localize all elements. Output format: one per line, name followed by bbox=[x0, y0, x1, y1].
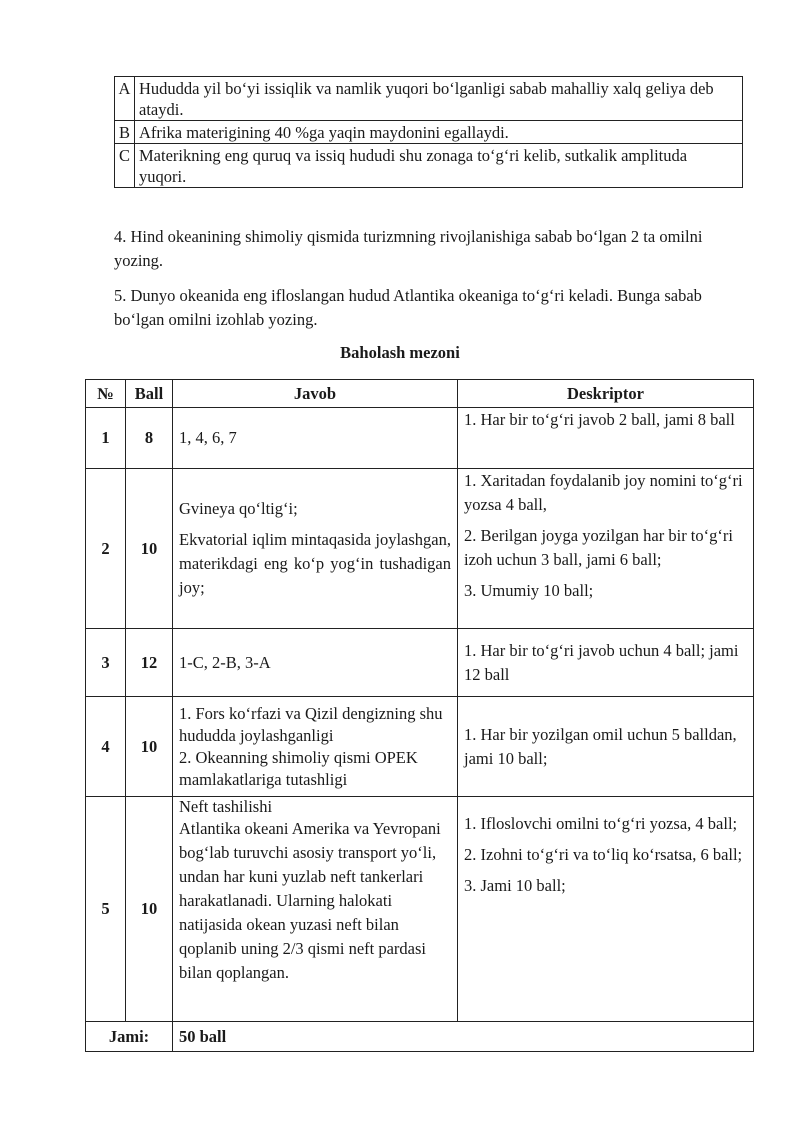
header-num: № bbox=[86, 380, 126, 408]
row-num: 5 bbox=[86, 797, 126, 1022]
row-deskriptor bbox=[458, 469, 754, 629]
total-row bbox=[86, 1022, 754, 1052]
total-value: 50 ball bbox=[173, 1022, 754, 1052]
table-row bbox=[86, 408, 754, 469]
javob-line: 1-C, 2-B, 3-A bbox=[179, 652, 271, 672]
row-javob bbox=[173, 629, 458, 697]
option-row-a bbox=[115, 77, 743, 121]
row-ball: 10 bbox=[126, 797, 173, 1022]
deskriptor-line: 3. Jami 10 ball; bbox=[464, 876, 566, 895]
grading-header-row bbox=[86, 380, 754, 408]
header-javob: Javob bbox=[173, 380, 458, 408]
option-text: Hududda yil bo‘yi issiqlik va namlik yuqori bo‘lganligi sabab mahalliy xalq geliya deb ataydi. bbox=[135, 77, 743, 121]
row-deskriptor bbox=[458, 697, 754, 797]
question-4: 4. Hind okeanining shimoliy qismida turizmning rivojlanishiga sabab bo‘lgan 2 ta omilni yozing. bbox=[114, 227, 703, 270]
javob-line: Ekvatorial iqlim mintaqasida joylashgan, materikdagi eng ko‘p yog‘in tushadigan joy; bbox=[179, 530, 451, 597]
deskriptor-line: 1. Har bir to‘g‘ri javob 2 ball, jami 8 ball bbox=[464, 410, 735, 429]
deskriptor-line: 1. Har bir to‘g‘ri javob uchun 4 ball; jami 12 ball bbox=[464, 640, 739, 684]
option-row-b bbox=[115, 121, 743, 144]
option-row-c bbox=[115, 144, 743, 188]
row-javob bbox=[173, 469, 458, 629]
table-row bbox=[86, 797, 754, 1022]
row-deskriptor bbox=[458, 797, 754, 1022]
javob-line: 1, 4, 6, 7 bbox=[179, 428, 237, 447]
row-javob bbox=[173, 797, 458, 1022]
table-row bbox=[86, 629, 754, 697]
row-javob bbox=[173, 408, 458, 469]
total-label: Jami: bbox=[86, 1022, 173, 1052]
table-row bbox=[86, 697, 754, 797]
option-letter: B bbox=[115, 121, 135, 144]
deskriptor-line: 1. Xaritadan foydalanib joy nomini to‘g‘ri yozsa 4 ball, bbox=[464, 471, 743, 514]
question-5: 5. Dunyo okeanida eng ifloslangan hudud Atlantika okeaniga to‘g‘ri keladi. Bunga sabab bo‘lgan omilni izohlab yozing. bbox=[114, 286, 702, 329]
row-num: 4 bbox=[86, 697, 126, 797]
javob-line: Atlantika okeani Amerika va Yevropani bog‘lab turuvchi asosiy transport yo‘li, undan har kuni yuzlab neft tankerlari harakatlanadi. Ularning halokati natijasida okean yuzasi neft bilan qoplanib uning 2/3 qismi neft pardasi bilan qoplangan. bbox=[179, 819, 441, 982]
row-javob bbox=[173, 697, 458, 797]
row-ball: 12 bbox=[126, 629, 173, 697]
row-ball: 8 bbox=[126, 408, 173, 469]
options-table bbox=[114, 76, 743, 188]
table-row bbox=[86, 469, 754, 629]
section-title: Baholash mezoni bbox=[340, 343, 460, 362]
header-deskriptor: Deskriptor bbox=[458, 380, 754, 408]
header-ball: Ball bbox=[126, 380, 173, 408]
javob-line: 2. Okeanning shimoliy qismi OPEK mamlakatlariga tutashligi bbox=[179, 747, 418, 789]
option-letter: C bbox=[115, 144, 135, 188]
row-ball: 10 bbox=[126, 697, 173, 797]
row-deskriptor bbox=[458, 629, 754, 697]
javob-line: 1. Fors ko‘rfazi va Qizil dengizning shu hududda joylashganligi bbox=[179, 703, 443, 745]
deskriptor-line: 1. Har bir yozilgan omil uchun 5 balldan, jami 10 ball; bbox=[464, 724, 737, 768]
deskriptor-line: 2. Berilgan joyga yozilgan har bir to‘g‘ri izoh uchun 3 ball, jami 6 ball; bbox=[464, 526, 733, 569]
row-num: 1 bbox=[86, 408, 126, 469]
option-text: Materikning eng quruq va issiq hududi shu zonaga to‘g‘ri kelib, sutkalik amplituda yuqori. bbox=[135, 144, 743, 188]
deskriptor-line: 1. Ifloslovchi omilni to‘g‘ri yozsa, 4 ball; bbox=[464, 814, 738, 833]
row-ball: 10 bbox=[126, 469, 173, 629]
grading-table bbox=[85, 379, 754, 1052]
row-deskriptor bbox=[458, 408, 754, 469]
javob-line: Neft tashilishi bbox=[179, 797, 273, 816]
row-num: 2 bbox=[86, 469, 126, 629]
deskriptor-line: 3. Umumiy 10 ball; bbox=[464, 581, 594, 600]
row-num: 3 bbox=[86, 629, 126, 697]
deskriptor-line: 2. Izohni to‘g‘ri va to‘liq ko‘rsatsa, 6 ball; bbox=[464, 845, 743, 864]
option-letter: A bbox=[115, 77, 135, 121]
option-text: Afrika materigining 40 %ga yaqin maydonini egallaydi. bbox=[135, 121, 743, 144]
javob-line: Gvineya qo‘ltig‘i; bbox=[179, 499, 298, 518]
